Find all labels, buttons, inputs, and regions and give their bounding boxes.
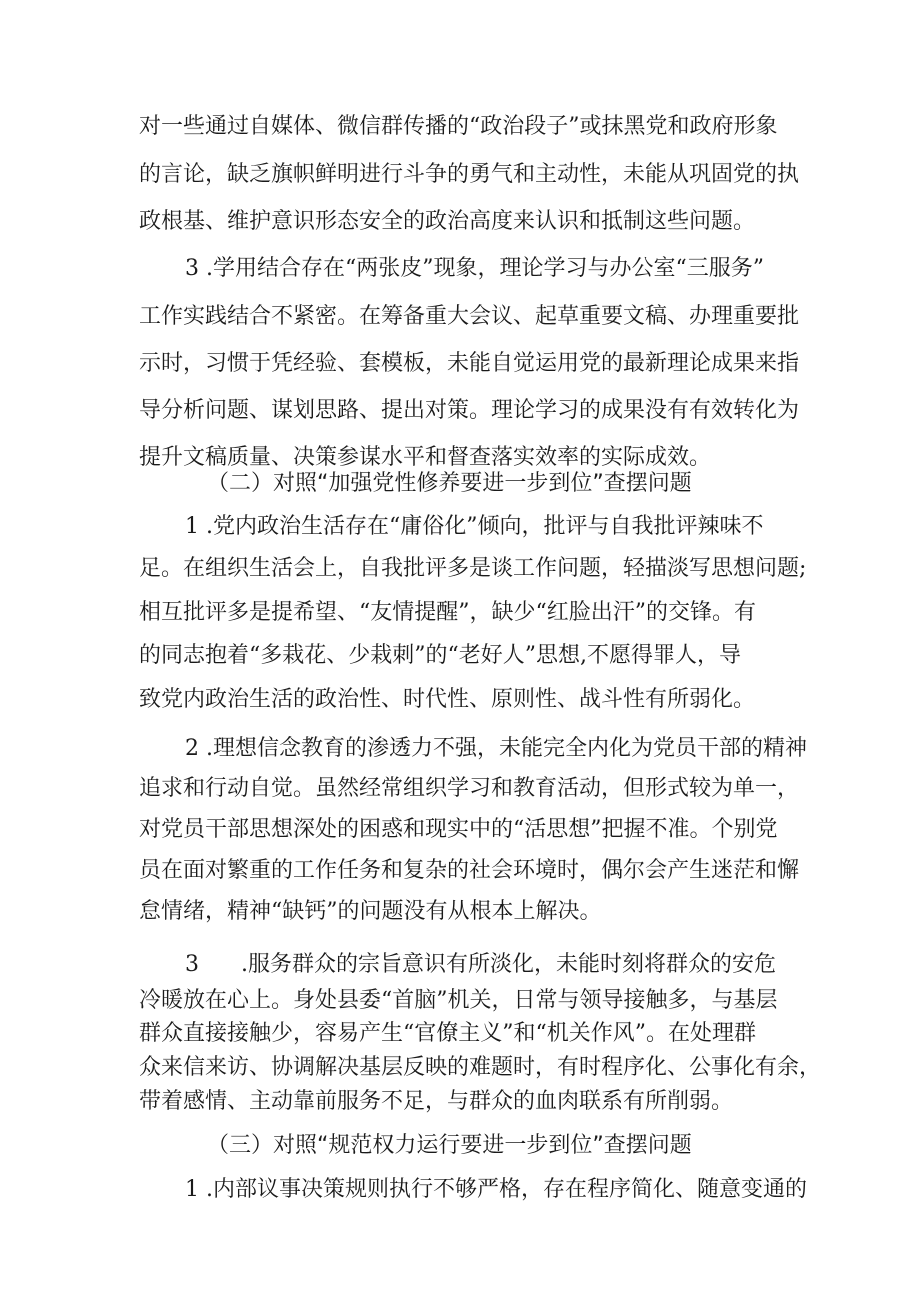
text-line: 群众直接接触少，容易产生“官僚主义”和“机关作风”。在处理群 — [139, 1021, 756, 1046]
text-line: 1 .党内政治生活存在“庸俗化”倾向，批评与自我批评辣味不 — [185, 514, 764, 539]
text-line: 导分析问题、谋划思路、提出对策。理论学习的成果没有有效转化为 — [139, 398, 800, 423]
text-line: 员在面对繁重的工作任务和复杂的社会环境时，偶尔会产生迷茫和懈 — [139, 858, 800, 883]
text-line: 追求和行动自觉。虽然经常组织学习和教育活动，但形式较为单一， — [139, 776, 800, 801]
text-line: 众来信来访、协调解决基层反映的难题时，有时程序化、公事化有余， — [139, 1055, 822, 1080]
text-line: 提升文稿质量、决策参谋水平和督查落实效率的实际成效。 — [139, 445, 712, 470]
text-line: 冷暖放在心上。身处县委“首脑”机关，日常与领导接触多，与基层 — [139, 988, 778, 1013]
text-line: 怠情绪，精神“缺钙”的问题没有从根本上解决。 — [139, 899, 602, 924]
text-line: 工作实践结合不紧密。在筹备重大会议、起草重要文稿、办理重要批 — [139, 304, 800, 329]
text-line: 相互批评多是提希望、“友情提醒”，缺少“红脸出汗”的交锋。有 — [139, 600, 756, 625]
text-line: 示时，习惯于凭经验、套模板，未能自觉运用党的最新理论成果来指 — [139, 351, 800, 376]
text-line: 1 .内部议事决策规则执行不够严格，存在程序简化、随意变通的 — [185, 1177, 807, 1202]
text-line: 对党员干部思想深处的困惑和现实中的“活思想”把握不准。个别党 — [139, 817, 778, 842]
text-line: 带着感情、主动靠前服务不足，与群众的血肉联系有所削弱。 — [139, 1089, 734, 1114]
section-heading: （三）对照“规范权力运行要进一步到位”查摆问题 — [207, 1133, 692, 1158]
section-heading: （二）对照“加强党性修养要进一步到位”查摆问题 — [207, 471, 692, 496]
text-line: 2 .理想信念教育的渗透力不强，未能完全内化为党员干部的精神 — [185, 736, 807, 761]
text-line: 足。在组织生活会上，自我批评多是谈工作问题，轻描淡写思想问题; — [139, 556, 807, 581]
text-line: 对一些通过自媒体、微信群传播的“政治段子”或抹黑党和政府形象 — [139, 114, 778, 139]
text-line: 3 .学用结合存在“两张皮”现象，理论学习与办公室“三服务” — [185, 256, 764, 281]
text-line: 的同志抱着“多栽花、少栽刺”的“老好人”思想,不愿得罪人，导 — [139, 643, 741, 668]
text-line: 政根基、维护意识形态安全的政治高度来认识和抵制这些问题。 — [139, 209, 756, 234]
text-line: 的言论，缺乏旗帜鲜明进行斗争的勇气和主动性，未能从巩固党的执 — [139, 162, 800, 187]
text-line: 致党内政治生活的政治性、时代性、原则性、战斗性有所弱化。 — [139, 687, 756, 712]
text-line: 3 .服务群众的宗旨意识有所淡化，未能时刻将群众的安危 — [185, 952, 776, 977]
